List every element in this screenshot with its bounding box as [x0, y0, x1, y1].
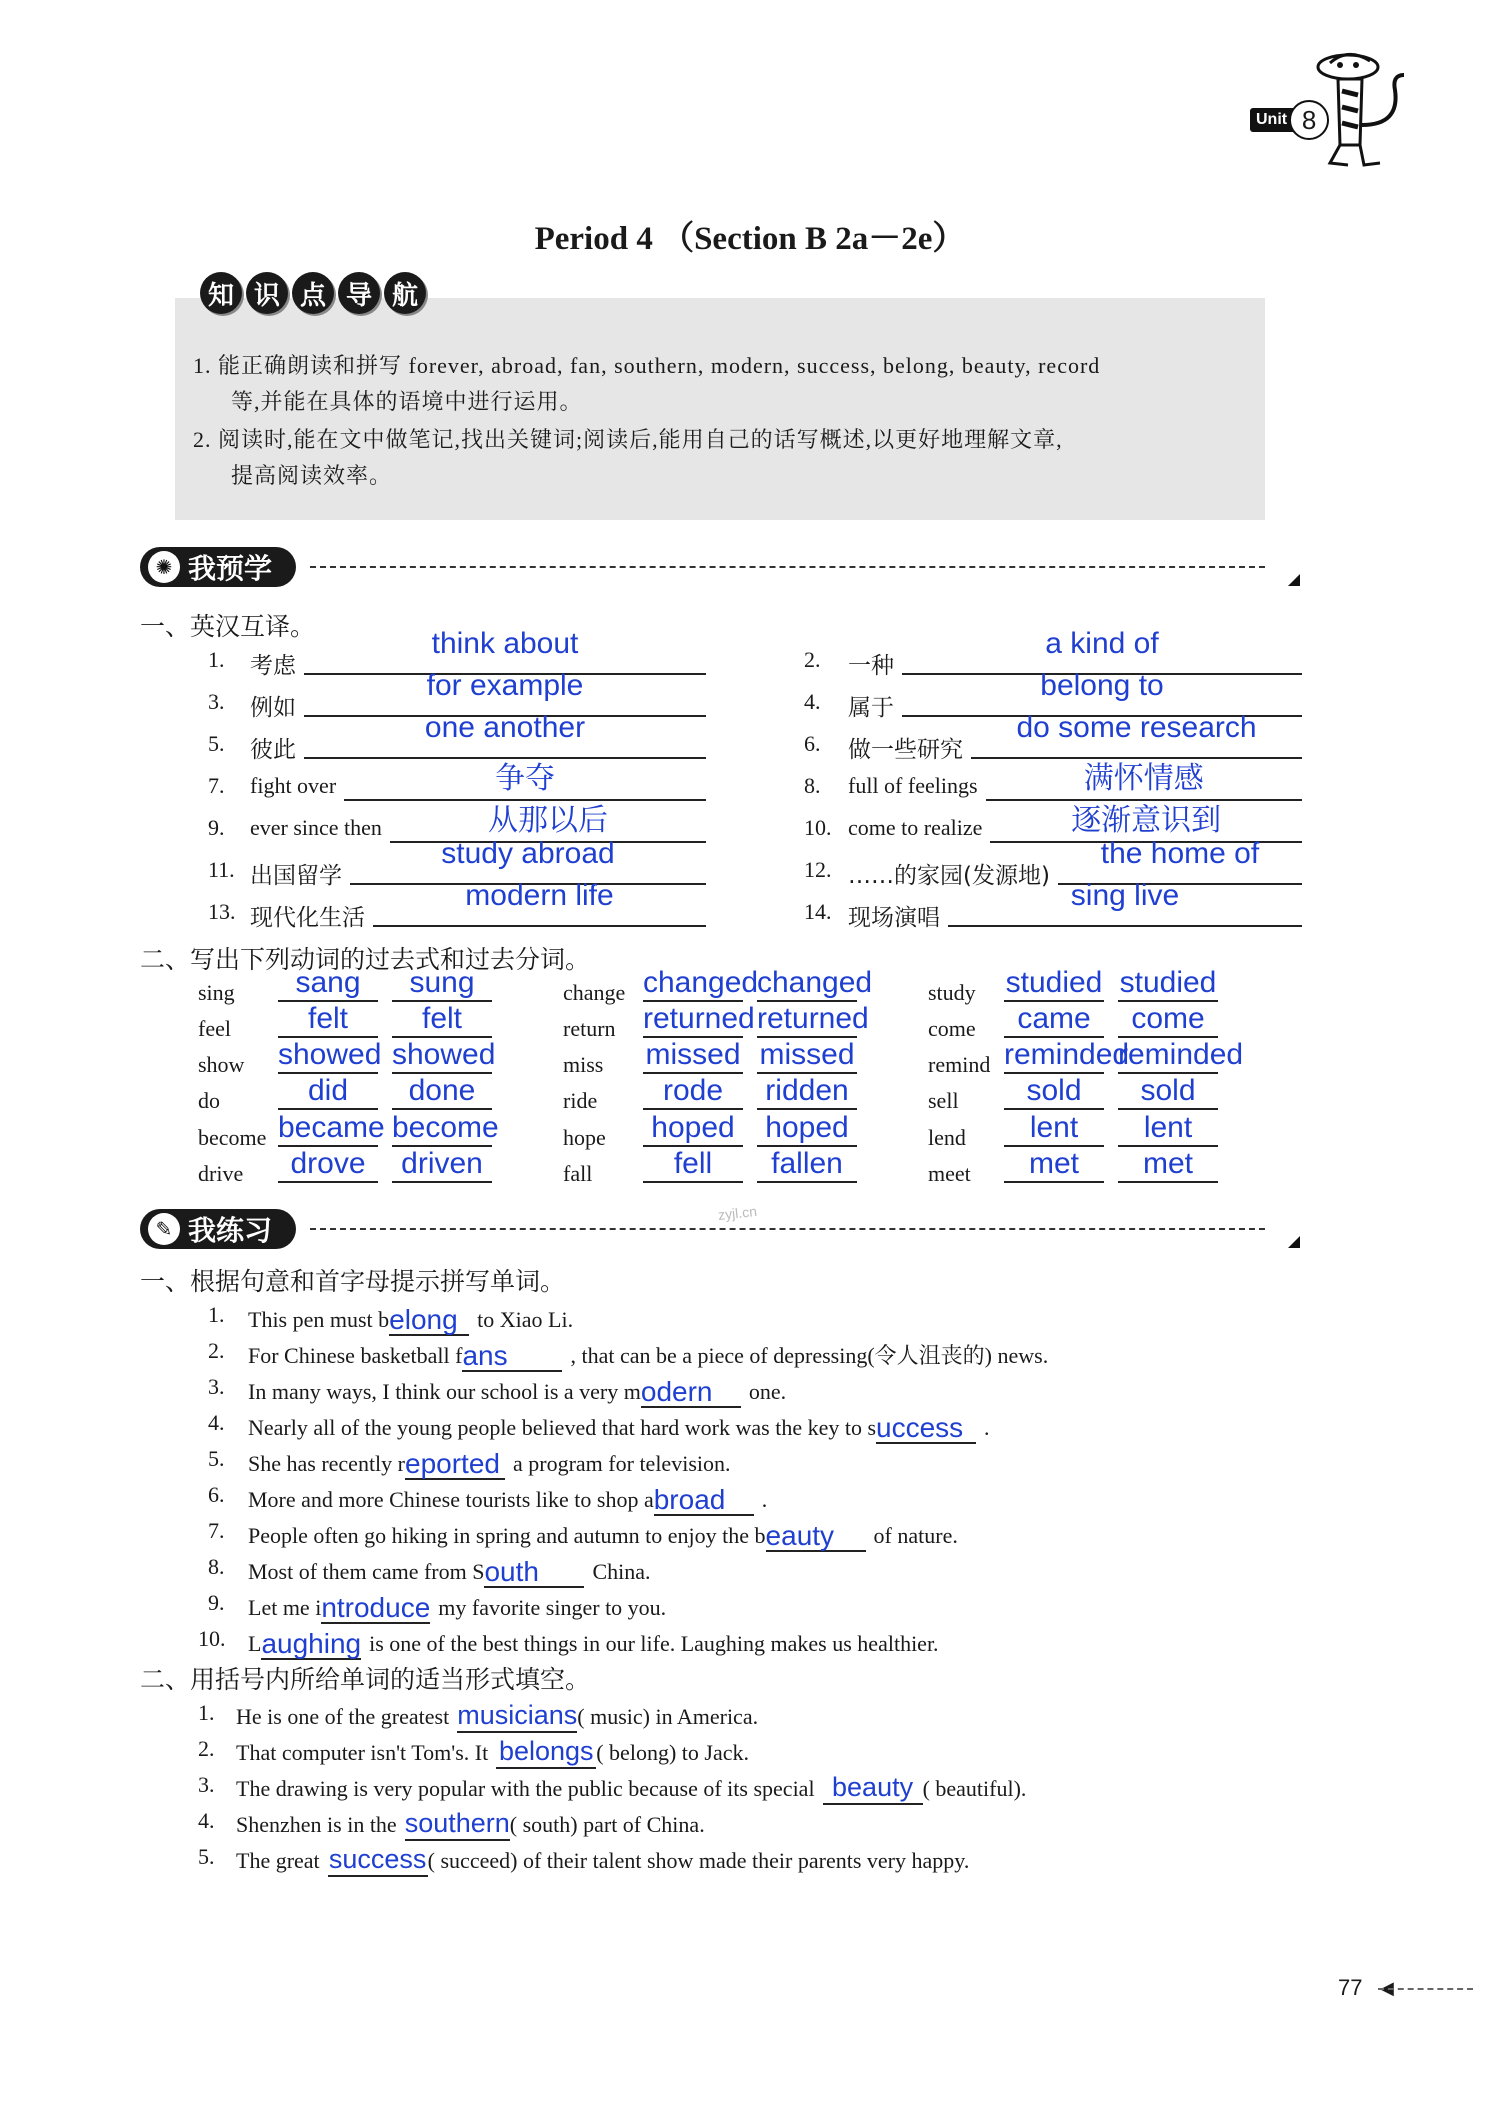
exercise-sentence [248, 1518, 958, 1552]
answer-blank[interactable] [766, 1518, 866, 1552]
vocab-item-number: 4. [804, 689, 821, 714]
exercise-number: 10. [198, 1626, 226, 1651]
verb-past-participle[interactable]: met [1118, 1147, 1218, 1183]
answer-text: broad [653, 1484, 726, 1515]
sentence-text-after: , that can be a piece of depressing(令人沮丧的) news. [570, 1343, 1049, 1368]
vocab-item-prompt: 考虑 [250, 653, 296, 679]
sentence-text-after: ( succeed) of their talent show made their parents very happy. [427, 1848, 970, 1873]
sentence-text-before: Let me i [248, 1595, 322, 1620]
unit-badge [1250, 100, 1329, 140]
vocab-answer: do some research [1016, 711, 1257, 744]
sentence-text-before: More and more Chinese tourists like to shop a [248, 1487, 654, 1512]
exercise-sentence [248, 1410, 990, 1444]
verb-past-form[interactable]: felt [278, 1002, 378, 1038]
preview-part2-heading: 二、写出下列动词的过去式和过去分词。 [140, 945, 591, 974]
answer-blank[interactable] [321, 1590, 430, 1624]
preview-banner [140, 547, 1265, 587]
verb-past-participle[interactable]: come [1118, 1002, 1218, 1038]
vocab-item-number: 9. [208, 815, 225, 840]
sentence-text-after: one. [748, 1379, 787, 1404]
answer-blank[interactable] [654, 1482, 754, 1516]
answer-text: eported [405, 1448, 500, 1479]
verb-past-form[interactable]: became [278, 1111, 378, 1147]
sentence-text-after: to Xiao Li. [477, 1307, 574, 1332]
exercise-number: 3. [208, 1374, 225, 1399]
vocab-answer: one another [424, 711, 586, 744]
verb-past-form[interactable]: did [278, 1074, 378, 1110]
vocab-item-prompt: 例如 [250, 695, 296, 721]
exercise-number: 3. [198, 1772, 215, 1797]
verb-base: fall [563, 1161, 593, 1186]
answer-blank[interactable] [405, 1446, 505, 1480]
exercise-sentence [248, 1590, 666, 1624]
preview-banner-label: 我预学 [188, 552, 273, 585]
exercise-sentence [236, 1736, 749, 1769]
sentence-text-after: is one of the best things in our life. Laughing makes us healthier. [369, 1631, 939, 1656]
exercise-sentence [248, 1302, 573, 1336]
verb-past-form[interactable]: lent [1004, 1111, 1104, 1147]
vocab-answer-blank[interactable] [373, 879, 706, 927]
vocab-item-prompt: ever since then [250, 815, 382, 840]
verb-past-participle[interactable]: hoped [757, 1111, 857, 1147]
answer-blank[interactable] [823, 1772, 923, 1805]
exercise-sentence [248, 1626, 939, 1660]
vocab-item-prompt: 现代化生活 [250, 905, 365, 931]
vocab-item-prompt: 属于 [848, 695, 894, 721]
verb-past-form[interactable]: missed [643, 1038, 743, 1074]
vocab-item-number: 5. [208, 731, 225, 756]
exercise-sentence [248, 1482, 767, 1516]
verb-base: sell [928, 1088, 959, 1113]
sentence-text-after: ( beautiful). [922, 1776, 1027, 1801]
sentence-text-after: ( music) in America. [577, 1704, 759, 1729]
answer-text: musicians [457, 1700, 578, 1730]
watermark: zyjl.cn [717, 1203, 758, 1223]
verb-base: meet [928, 1161, 971, 1186]
knowledge-box-title [200, 272, 430, 314]
verb-base: change [563, 980, 626, 1005]
verb-base: hope [563, 1125, 606, 1150]
exercise-sentence [236, 1844, 969, 1877]
vocab-item-prompt: come to realize [848, 815, 983, 840]
verb-base: remind [928, 1052, 991, 1077]
title-char: 知 [200, 272, 242, 314]
knowledge-line-2-cont: 提高阅读效率。 [231, 463, 393, 488]
verb-past-participle[interactable]: showed [392, 1038, 492, 1074]
exercise-number: 2. [208, 1338, 225, 1363]
verb-past-participle[interactable]: become [392, 1111, 492, 1147]
sentence-text-before: She has recently r [248, 1451, 405, 1476]
answer-blank[interactable] [876, 1410, 976, 1444]
exercise-sentence [236, 1808, 705, 1841]
vocab-item-prompt: 一种 [848, 653, 894, 679]
vocab-answer: belong to [1040, 669, 1164, 702]
verb-past-form[interactable]: met [1004, 1147, 1104, 1183]
verb-base: show [198, 1052, 245, 1077]
vocab-answer-blank[interactable] [344, 757, 706, 801]
vocab-item-number: 8. [804, 773, 821, 798]
vocab-item-number: 12. [804, 857, 832, 882]
verb-past-form[interactable]: drove [278, 1147, 378, 1183]
verb-past-form[interactable]: showed [278, 1038, 378, 1074]
vocab-item-number: 14. [804, 899, 832, 924]
knowledge-line-1-cont: 等,并能在具体的语境中进行运用。 [231, 389, 583, 414]
vocab-item-number: 6. [804, 731, 821, 756]
sentence-text-before: Nearly all of the young people believed that hard work was the key to s [248, 1415, 877, 1440]
vocab-answer-blank[interactable] [971, 711, 1302, 759]
practice-part1-heading: 一、根据句意和首字母提示拼写单词。 [140, 1267, 566, 1296]
sentence-text-before: For Chinese basketball f [248, 1343, 463, 1368]
answer-text: southern [404, 1808, 510, 1838]
exercise-number: 2. [198, 1736, 215, 1761]
sentence-text-before: The great [236, 1848, 320, 1873]
page-title: Period 4 （Section B 2a－2e） [534, 221, 966, 257]
sentence-text-before: People often go hiking in spring and autumn to enjoy the b [248, 1523, 766, 1548]
vocab-answer: think about [431, 627, 579, 660]
answer-blank[interactable] [641, 1374, 741, 1408]
title-char: 识 [246, 272, 288, 314]
verb-past-participle[interactable]: ridden [757, 1074, 857, 1110]
exercise-number: 9. [208, 1590, 225, 1615]
verb-base: study [928, 980, 976, 1005]
practice-banner-label: 我练习 [188, 1214, 273, 1247]
vocab-answer: modern life [465, 879, 614, 912]
verb-base: come [928, 1016, 976, 1041]
answer-blank[interactable] [405, 1808, 510, 1841]
sentence-text-before: Shenzhen is in the [236, 1812, 397, 1837]
verb-past-participle[interactable]: fallen [757, 1147, 857, 1183]
knowledge-line-1: 1. 能正确朗读和拼写 forever, abroad, fan, southern, modern, success, belong, beauty, record [193, 353, 1101, 378]
vocab-item-prompt: full of feelings [848, 773, 978, 798]
vocab-answer: the home of [1100, 837, 1260, 870]
answer-blank[interactable] [496, 1736, 596, 1769]
vocab-item-prompt: 出国留学 [250, 863, 342, 889]
verb-base: miss [563, 1052, 604, 1077]
verb-past-form[interactable]: changed [643, 966, 743, 1002]
vocab-answer: 满怀情感 [1083, 762, 1204, 795]
answer-text: elong [389, 1304, 458, 1335]
title-char: 航 [384, 272, 426, 314]
sentence-text-after: of nature. [873, 1523, 958, 1548]
exercise-sentence [236, 1772, 1026, 1805]
sentence-text-before: This pen must b [248, 1307, 390, 1332]
verb-past-form[interactable]: returned [643, 1002, 743, 1038]
exercise-number: 8. [208, 1554, 225, 1579]
practice-part2-heading: 二、用括号内所给单词的适当形式填空。 [140, 1665, 591, 1694]
verb-past-participle[interactable]: sung [392, 966, 492, 1002]
verb-base: sing [198, 980, 235, 1005]
verb-base: become [198, 1125, 267, 1150]
vocab-item-number: 2. [804, 647, 821, 672]
exercise-sentence [248, 1374, 786, 1408]
answer-text: odern [640, 1376, 713, 1407]
unit-label: Unit [1250, 108, 1293, 132]
exercise-number: 4. [198, 1808, 215, 1833]
answer-blank[interactable] [261, 1626, 361, 1660]
verb-past-participle[interactable]: studied [1118, 966, 1218, 1002]
vocab-answer: a kind of [1045, 627, 1159, 660]
verb-past-form[interactable]: reminded [1004, 1038, 1104, 1074]
knowledge-box [175, 298, 1265, 520]
verb-past-participle[interactable]: sold [1118, 1074, 1218, 1110]
answer-text: success [328, 1844, 427, 1874]
verb-past-form[interactable]: fell [643, 1147, 743, 1183]
vocab-item-prompt: 现场演唱 [848, 905, 940, 931]
vocab-item-number: 11. [208, 857, 235, 882]
verb-base: drive [198, 1161, 244, 1186]
sentence-text-before: Most of them came from S [248, 1559, 485, 1584]
exercise-number: 1. [208, 1302, 225, 1327]
sentence-text-after: ( belong) to Jack. [596, 1740, 749, 1765]
vocab-item-number: 3. [208, 689, 225, 714]
sentence-text-before: That computer isn't Tom's. It [236, 1740, 489, 1765]
sentence-text-before: L [248, 1631, 262, 1656]
sentence-text-after: . [761, 1487, 768, 1512]
answer-text: ans [462, 1340, 508, 1371]
answer-text: outh [484, 1556, 539, 1587]
verb-base: lend [928, 1125, 966, 1150]
verb-past-form[interactable]: studied [1004, 966, 1104, 1002]
sentence-text-before: He is one of the greatest [236, 1704, 450, 1729]
exercise-number: 7. [208, 1518, 225, 1543]
vocab-answer: for example [426, 669, 584, 702]
verb-past-form[interactable]: rode [643, 1074, 743, 1110]
verb-base: return [563, 1016, 616, 1041]
title-char: 导 [338, 272, 380, 314]
answer-blank[interactable] [328, 1844, 428, 1877]
sentence-text-after: ( south) part of China. [509, 1812, 705, 1837]
answer-blank[interactable] [389, 1302, 469, 1336]
answer-text: aughing [261, 1628, 362, 1659]
verb-past-form[interactable]: sold [1004, 1074, 1104, 1110]
verb-past-participle[interactable]: changed [757, 966, 857, 1002]
unit-number: 8 [1289, 100, 1329, 140]
arrow-left-icon: ◀ [1380, 1978, 1394, 1998]
vocab-answer: 逐渐意识到 [1071, 804, 1222, 837]
exercise-number: 5. [208, 1446, 225, 1471]
title-char: 点 [292, 272, 334, 314]
vocab-item-number: 1. [208, 647, 225, 672]
vocab-item-prompt: 彼此 [250, 737, 296, 763]
exercise-number: 4. [208, 1410, 225, 1435]
answer-blank[interactable] [484, 1554, 584, 1588]
verb-past-participle[interactable]: missed [757, 1038, 857, 1074]
exercise-sentence [236, 1700, 758, 1733]
vocab-item-number: 7. [208, 773, 225, 798]
practice-banner [140, 1209, 1265, 1249]
vocab-answer: study abroad [441, 837, 615, 870]
exercise-number: 6. [208, 1482, 225, 1507]
vocab-item-prompt: ……的家园(发源地) [848, 863, 1050, 889]
verb-past-participle[interactable]: lent [1118, 1111, 1218, 1147]
verb-past-form[interactable]: sang [278, 966, 378, 1002]
answer-blank[interactable] [462, 1338, 562, 1372]
answer-text: uccess [876, 1412, 964, 1443]
exercise-sentence [248, 1554, 651, 1588]
verb-past-participle[interactable]: done [392, 1074, 492, 1110]
answer-text: eauty [765, 1520, 835, 1551]
sentence-text-before: In many ways, I think our school is a very m [248, 1379, 641, 1404]
exercise-sentence [248, 1446, 731, 1480]
swirl-icon: ✺ [148, 551, 180, 583]
sentence-text-after: my favorite singer to you. [438, 1595, 667, 1620]
exercise-number: 5. [198, 1844, 215, 1869]
verb-base: do [198, 1088, 220, 1113]
pen-icon: ✎ [148, 1213, 180, 1245]
exercise-sentence [248, 1338, 1048, 1372]
vocab-answer-blank[interactable] [304, 711, 706, 759]
sentence-text-before: The drawing is very popular with the public because of its special [236, 1776, 815, 1801]
vocab-item-prompt: 做一些研究 [848, 737, 963, 763]
answer-blank[interactable] [457, 1700, 577, 1733]
verb-past-participle[interactable]: reminded [1118, 1038, 1218, 1074]
verb-past-participle[interactable]: driven [392, 1147, 492, 1183]
vocab-answer: sing live [1070, 879, 1180, 912]
verb-base: ride [563, 1088, 598, 1113]
answer-text: beauty [832, 1772, 914, 1802]
verb-past-form[interactable]: hoped [643, 1111, 743, 1147]
page-arrow-dashes [1378, 1988, 1473, 1990]
sentence-text-after: China. [592, 1559, 651, 1584]
vocab-item-number: 13. [208, 899, 236, 924]
page-number: 77 [1338, 1975, 1363, 2000]
knowledge-line-2: 2. 阅读时,能在文中做笔记,找出关键词;阅读后,能用自己的话写概述,以更好地理解文章, [193, 427, 1063, 452]
verb-past-participle[interactable]: felt [392, 1002, 492, 1038]
verb-past-form[interactable]: came [1004, 1002, 1104, 1038]
vocab-item-number: 10. [804, 815, 832, 840]
vocab-answer-blank[interactable] [948, 879, 1302, 927]
vocab-answer: 争夺 [495, 762, 556, 795]
answer-text: ntroduce [321, 1592, 431, 1623]
verb-past-participle[interactable]: returned [757, 1002, 857, 1038]
vocab-item-prompt: fight over [250, 773, 337, 798]
corner-triangle-icon [1288, 1236, 1300, 1248]
sentence-text-after: . [984, 1415, 990, 1440]
sentence-text-after: a program for television. [513, 1451, 731, 1476]
vocab-answer: 从那以后 [487, 804, 608, 837]
answer-text: belongs [498, 1736, 594, 1766]
preview-part1-heading: 一、英汉互译。 [140, 612, 316, 641]
verb-base: feel [198, 1016, 231, 1041]
corner-triangle-icon [1288, 574, 1300, 586]
exercise-number: 1. [198, 1700, 215, 1725]
vocab-answer-blank[interactable] [986, 757, 1302, 801]
